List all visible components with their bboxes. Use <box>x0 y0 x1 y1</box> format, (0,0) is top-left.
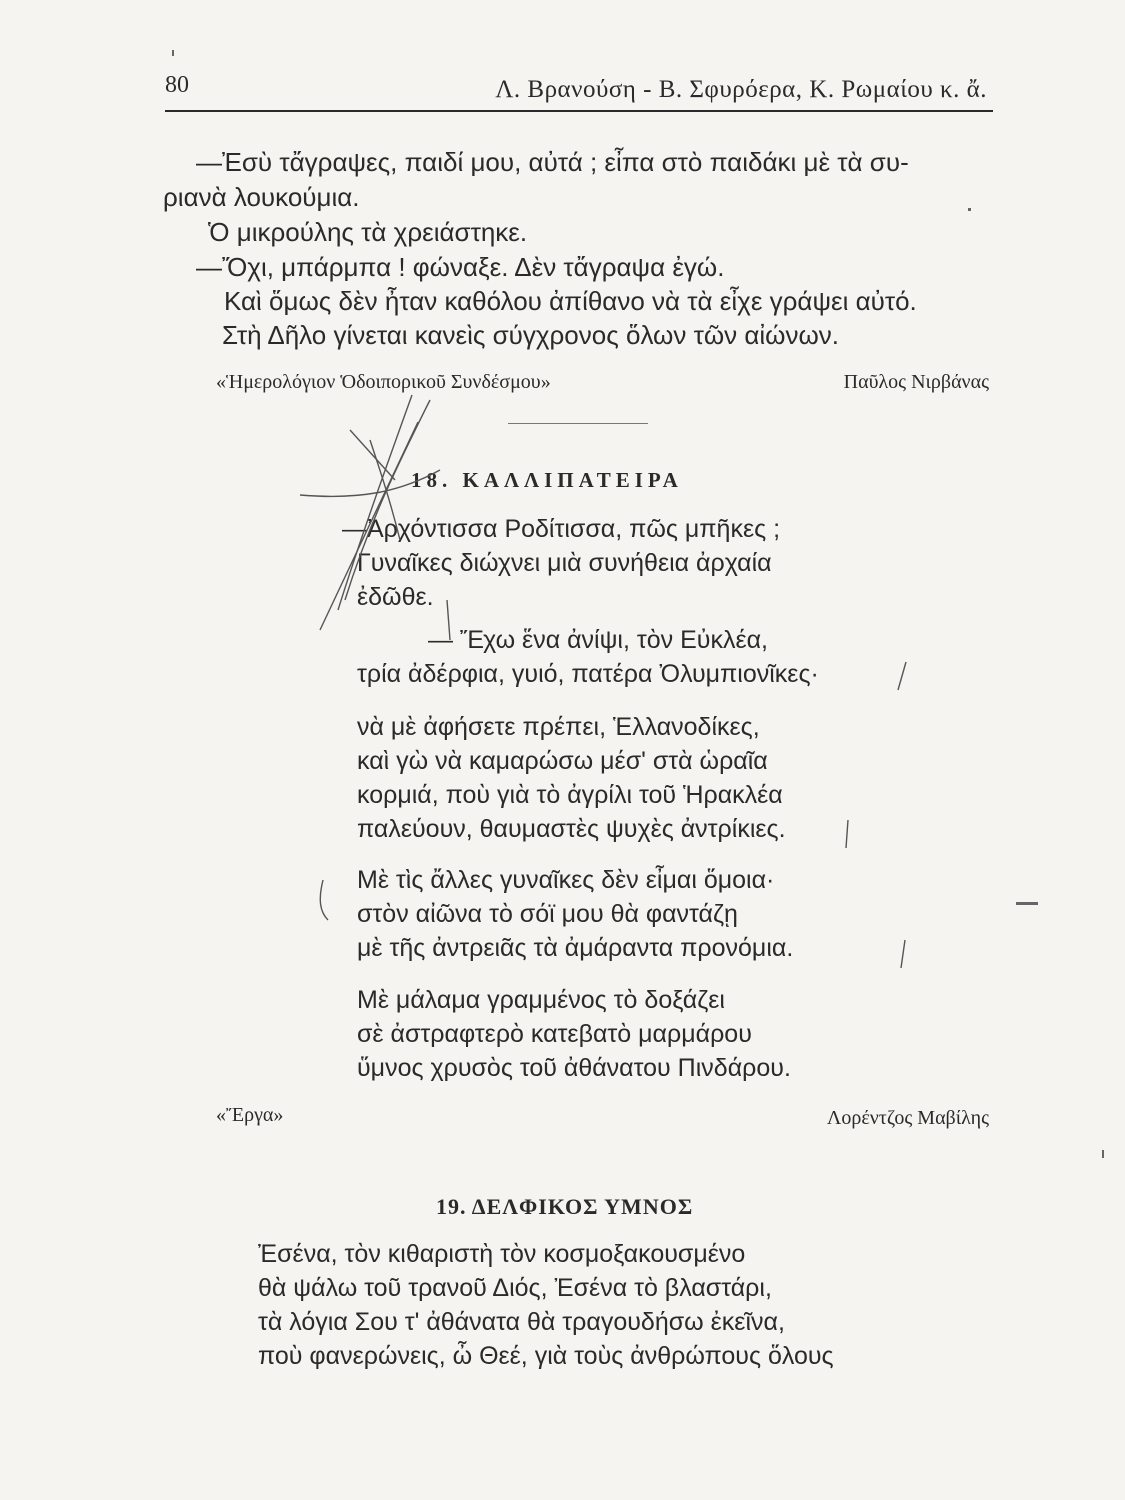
prose-line: ριανὰ λουκούμια. <box>163 182 360 212</box>
pencil-stroke <box>345 400 430 600</box>
prose-line: Στὴ Δῆλο γίνεται κανεὶς σύγχρονος ὅλων τῶν αἰώνων. <box>222 320 839 350</box>
pencil-stroke <box>898 662 906 690</box>
verse-line: —Ἀρχόντισσα Ροδίτισσα, πῶς μπῆκες ; <box>342 515 781 543</box>
poem-heading: 18. ΚΑΛΛΙΠΑΤΕΙΡΑ <box>411 468 683 492</box>
pencil-stroke <box>447 600 450 640</box>
pencil-stroke <box>901 940 905 968</box>
verse-line: ποὺ φανερώνεις, ὦ Θεέ, γιὰ τοὺς ἀνθρώπους ὅλους <box>258 1342 834 1370</box>
pencil-stroke <box>300 470 440 496</box>
speck <box>968 208 971 211</box>
verse-line: ὕμνος χρυσὸς τοῦ ἀθάνατου Πινδάρου. <box>357 1054 791 1082</box>
pencil-stroke <box>320 880 328 920</box>
verse-line: θὰ ψάλω τοῦ τρανοῦ Διός, Ἐσένα τὸ βλαστάρι, <box>258 1274 772 1302</box>
verse-line: τρία ἀδέρφια, γυιό, πατέρα Ὀλυμπιονῖκες· <box>357 660 819 688</box>
prose-source: «Ἡμερολόγιον Ὁδοιπορικοῦ Συνδέσμου» <box>216 371 551 393</box>
prose-line: —Ἐσὺ τἄγραψες, παιδί μου, αὐτά ; εἶπα στὸ παιδάκι μὲ τὰ συ- <box>196 147 909 177</box>
verse-line: Γυναῖκες διώχνει μιὰ συνήθεια ἀρχαία <box>357 549 772 577</box>
verse-line: κορμιά, ποὺ γιὰ τὸ ἀγρίλι τοῦ Ἡρακλέα <box>357 781 783 809</box>
running-head: Λ. Βρανούση - Β. Σφυρόερα, Κ. Ρωμαίου κ. ἄ. <box>495 76 987 103</box>
verse-line: τὰ λόγια Σου τ' ἀθάνατα θὰ τραγουδήσω ἐκεῖνα, <box>258 1308 785 1336</box>
prose-line: Ὁ μικρούλης τὰ χρειάστηκε. <box>208 217 528 247</box>
verse-line: καὶ γὼ νὰ καμαρώσω μέσ' στὰ ὡραῖα <box>357 747 768 775</box>
pencil-stroke <box>846 820 848 848</box>
verse-line: Μὲ τὶς ἄλλες γυναῖκες δὲν εἶμαι ὅμοια· <box>357 866 775 894</box>
pencil-stroke <box>370 440 400 540</box>
verse-line: μὲ τῆς ἀντρειᾶς τὰ ἀμάραντα προνόμια. <box>357 934 794 962</box>
poem-heading: 19. ΔΕΛΦΙΚΟΣ ΥΜΝΟΣ <box>436 1194 694 1219</box>
poem-author: Λορέντζος Μαβίλης <box>826 1107 989 1129</box>
pencil-stroke <box>320 422 418 630</box>
verse-line: — Ἔχω ἕνα ἀνίψι, τὸν Εὐκλέα, <box>428 626 768 654</box>
verse-line: στὸν αἰῶνα τὸ σόϊ μου θὰ φαντάζῃ <box>357 900 738 928</box>
verse-line: νὰ μὲ ἀφήσετε πρέπει, Ἑλλανοδίκες, <box>357 713 760 741</box>
prose-line: —Ὄχι, μπάρμπα ! φώναξε. Δὲν τἄγραψα ἐγώ. <box>196 252 725 282</box>
poem-source: «Ἔργα» <box>216 1104 284 1126</box>
page-number: 80 <box>165 72 189 98</box>
verse-line: ἐδῶθε. <box>357 583 434 611</box>
speck <box>1102 1150 1104 1158</box>
verse-line: σὲ ἀστραφτερὸ κατεβατὸ μαρμάρου <box>357 1020 752 1048</box>
verse-line: παλεύουν, θαυμαστὲς ψυχὲς ἀντρίκιες. <box>357 815 786 843</box>
speck <box>172 50 174 56</box>
prose-author: Παῦλος Νιρβάνας <box>843 371 989 393</box>
pencil-stroke <box>350 430 395 480</box>
pencil-stroke <box>338 395 412 610</box>
prose-line: Καὶ ὅμως δὲν ἦταν καθόλου ἀπίθανο νὰ τὰ εἶχε γράψει αὐτό. <box>224 286 917 316</box>
verse-line: Ἐσένα, τὸν κιθαριστὴ τὸν κοσμοξακουσμένο <box>258 1240 746 1268</box>
speck <box>1016 902 1038 905</box>
verse-line: Μὲ μάλαμα γραμμένος τὸ δοξάζει <box>357 986 725 1014</box>
